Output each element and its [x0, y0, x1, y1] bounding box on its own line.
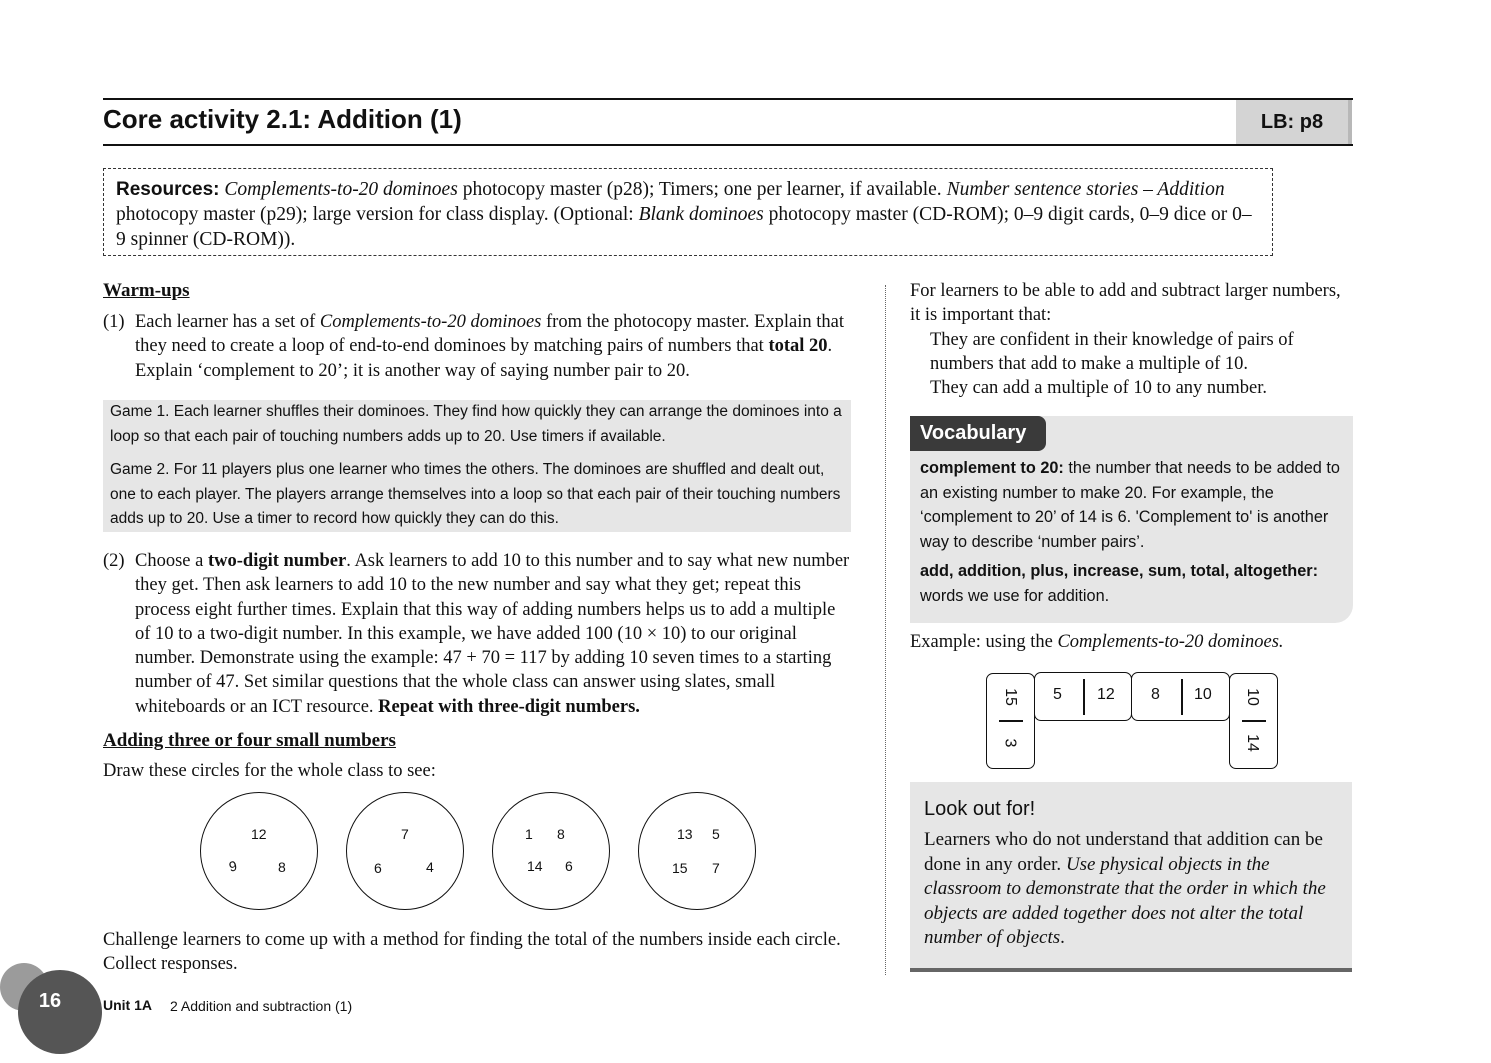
game-2-text: Game 2. For 11 players plus one learner who times the others. The dominoes are shuffled and dealt out, one to each player. The players arrange themselves into a loop so that each pair of their touching numbers adds up to 20. Use a timer to record how quickly they can do this. — [110, 461, 841, 527]
domino-horizontal — [1034, 672, 1132, 721]
item-number: (2) — [103, 551, 125, 571]
resources-text: Number sentence stories – Addition — [946, 179, 1225, 200]
adding-heading: Adding three or four small numbers — [103, 730, 396, 751]
resources-text: Blank dominoes — [638, 204, 764, 225]
circle-number: 6 — [374, 860, 382, 876]
page-number: 16 — [18, 970, 102, 1054]
header-rule-bottom — [103, 144, 1353, 146]
circle-number: 12 — [251, 826, 267, 842]
circle-number: 8 — [278, 859, 286, 875]
domino-number: 3 — [1001, 738, 1019, 748]
circle-number: 5 — [712, 826, 720, 842]
circle-number: 7 — [401, 826, 409, 842]
circle-number: 4 — [426, 859, 434, 875]
vocab-entry: add, addition, plus, increase, sum, total, altogether: words we use for addition. — [920, 562, 1319, 605]
games-box — [103, 400, 851, 532]
vocab-entry: complement to 20: the number that needs to be added to an existing number to make 20. For example, the ‘complement to 20’ of 14 is 6. 'Complement to' is another way to describe ‘number pairs’. — [920, 459, 1340, 551]
resources-label: Resources: — [116, 179, 220, 200]
item-text: Each learner has a set of Complements-to-20 dominoes from the photocopy master. Explain that they need to create a loop of end-to-end dominoes by matching pairs of numbers that total 20. Explain ‘complement to 20’; it is another way of saying number pair to 20. — [135, 312, 844, 381]
footer-unit: Unit 1A — [103, 997, 152, 1013]
header-rule-top — [103, 98, 1353, 100]
domino-number: 8 — [1151, 686, 1160, 703]
vocabulary-title: Vocabulary — [910, 416, 1046, 451]
lookout-title: Look out for! — [924, 798, 1036, 820]
item-text: Choose a two-digit number. Ask learners to add 10 to this number and to say what new number they get. Then ask learners to add 10 to the new number and say what they get; repeat this process eight further times. Explain that this way of adding numbers helps us to add a multiple of 10 to a two-digit number. In this example, we have added 100 (10 × 10) to our original number. Demonstrate using the example: 47 + 70 = 117 by adding 10 seven times to a starting number of 47. Set similar questions that the whole class can answer using slates, small whiteboards or an ICT resource. Repeat with three-digit numbers. — [135, 551, 850, 717]
number-circle — [200, 792, 318, 910]
domino-vertical-left — [986, 673, 1035, 769]
domino-number: 5 — [1053, 686, 1062, 703]
example-caption: Example: using the Complements-to-20 dominoes. — [910, 632, 1284, 652]
warmup-item-2 — [103, 549, 853, 719]
domino-number: 14 — [1243, 734, 1261, 752]
circle-number: 15 — [672, 860, 688, 876]
warmup-item-1 — [103, 310, 853, 383]
right-point-1: They are confident in their knowledge of pairs of numbers that add to make a multiple of 10. — [930, 330, 1294, 375]
domino-vertical-right — [1229, 673, 1278, 769]
adding-intro: Draw these circles for the whole class to see: — [103, 761, 436, 781]
challenge-text: Challenge learners to come up with a method for finding the total of the numbers inside each circle. Collect responses. — [103, 930, 841, 975]
circle-number: 7 — [712, 860, 720, 876]
domino-number: 15 — [1001, 688, 1019, 706]
right-point-2: They can add a multiple of 10 to any number. — [930, 378, 1268, 398]
warmups-heading: Warm-ups — [103, 280, 190, 301]
circle-number: 8 — [557, 826, 565, 842]
domino-number: 12 — [1097, 686, 1115, 703]
learner-book-ref: LB: p8 — [1236, 100, 1352, 144]
resources-text: photocopy master (p29); large version for class display. (Optional: — [116, 204, 639, 225]
circle-number: 1 — [525, 826, 533, 842]
page-title: Core activity 2.1: Addition (1) — [103, 104, 462, 134]
circle-number: 6 — [565, 858, 573, 874]
domino-number: 10 — [1243, 688, 1261, 706]
right-intro: For learners to be able to add and subtract larger numbers, it is important that: — [910, 281, 1341, 326]
number-circle — [346, 792, 464, 910]
footer-chapter: 2 Addition and subtraction (1) — [170, 998, 353, 1014]
domino-horizontal — [1131, 672, 1230, 721]
resources-box — [103, 168, 1273, 256]
circle-number: 13 — [677, 826, 693, 842]
vocabulary-text — [920, 456, 1350, 613]
resources-text: photocopy master (p28); Timers; one per learner, if available. — [457, 179, 947, 200]
circle-number: 9 — [227, 857, 239, 875]
item-number: (1) — [103, 312, 125, 332]
lookout-text: Learners who do not understand that addition can be done in any order. Use physical objects in the classroom to demonstrate that the order in which the objects are added together does not alter the total number of objects. — [924, 829, 1326, 948]
domino-number: 10 — [1194, 686, 1212, 703]
resources-text: Complements-to-20 dominoes — [224, 179, 458, 200]
game-1-text: Game 1. Each learner shuffles their dominoes. They find how quickly they can arrange the dominoes into a loop so that each pair of touching numbers adds up to 20. Use timers if available. — [110, 403, 842, 445]
number-circle — [638, 792, 756, 910]
resources-text: photocopy master (CD-ROM); 0–9 digit cards, 0–9 dice or 0–9 spinner (CD-ROM)). — [116, 204, 1252, 250]
column-divider — [885, 285, 886, 975]
circle-number: 14 — [527, 858, 543, 874]
number-circle — [492, 792, 610, 910]
